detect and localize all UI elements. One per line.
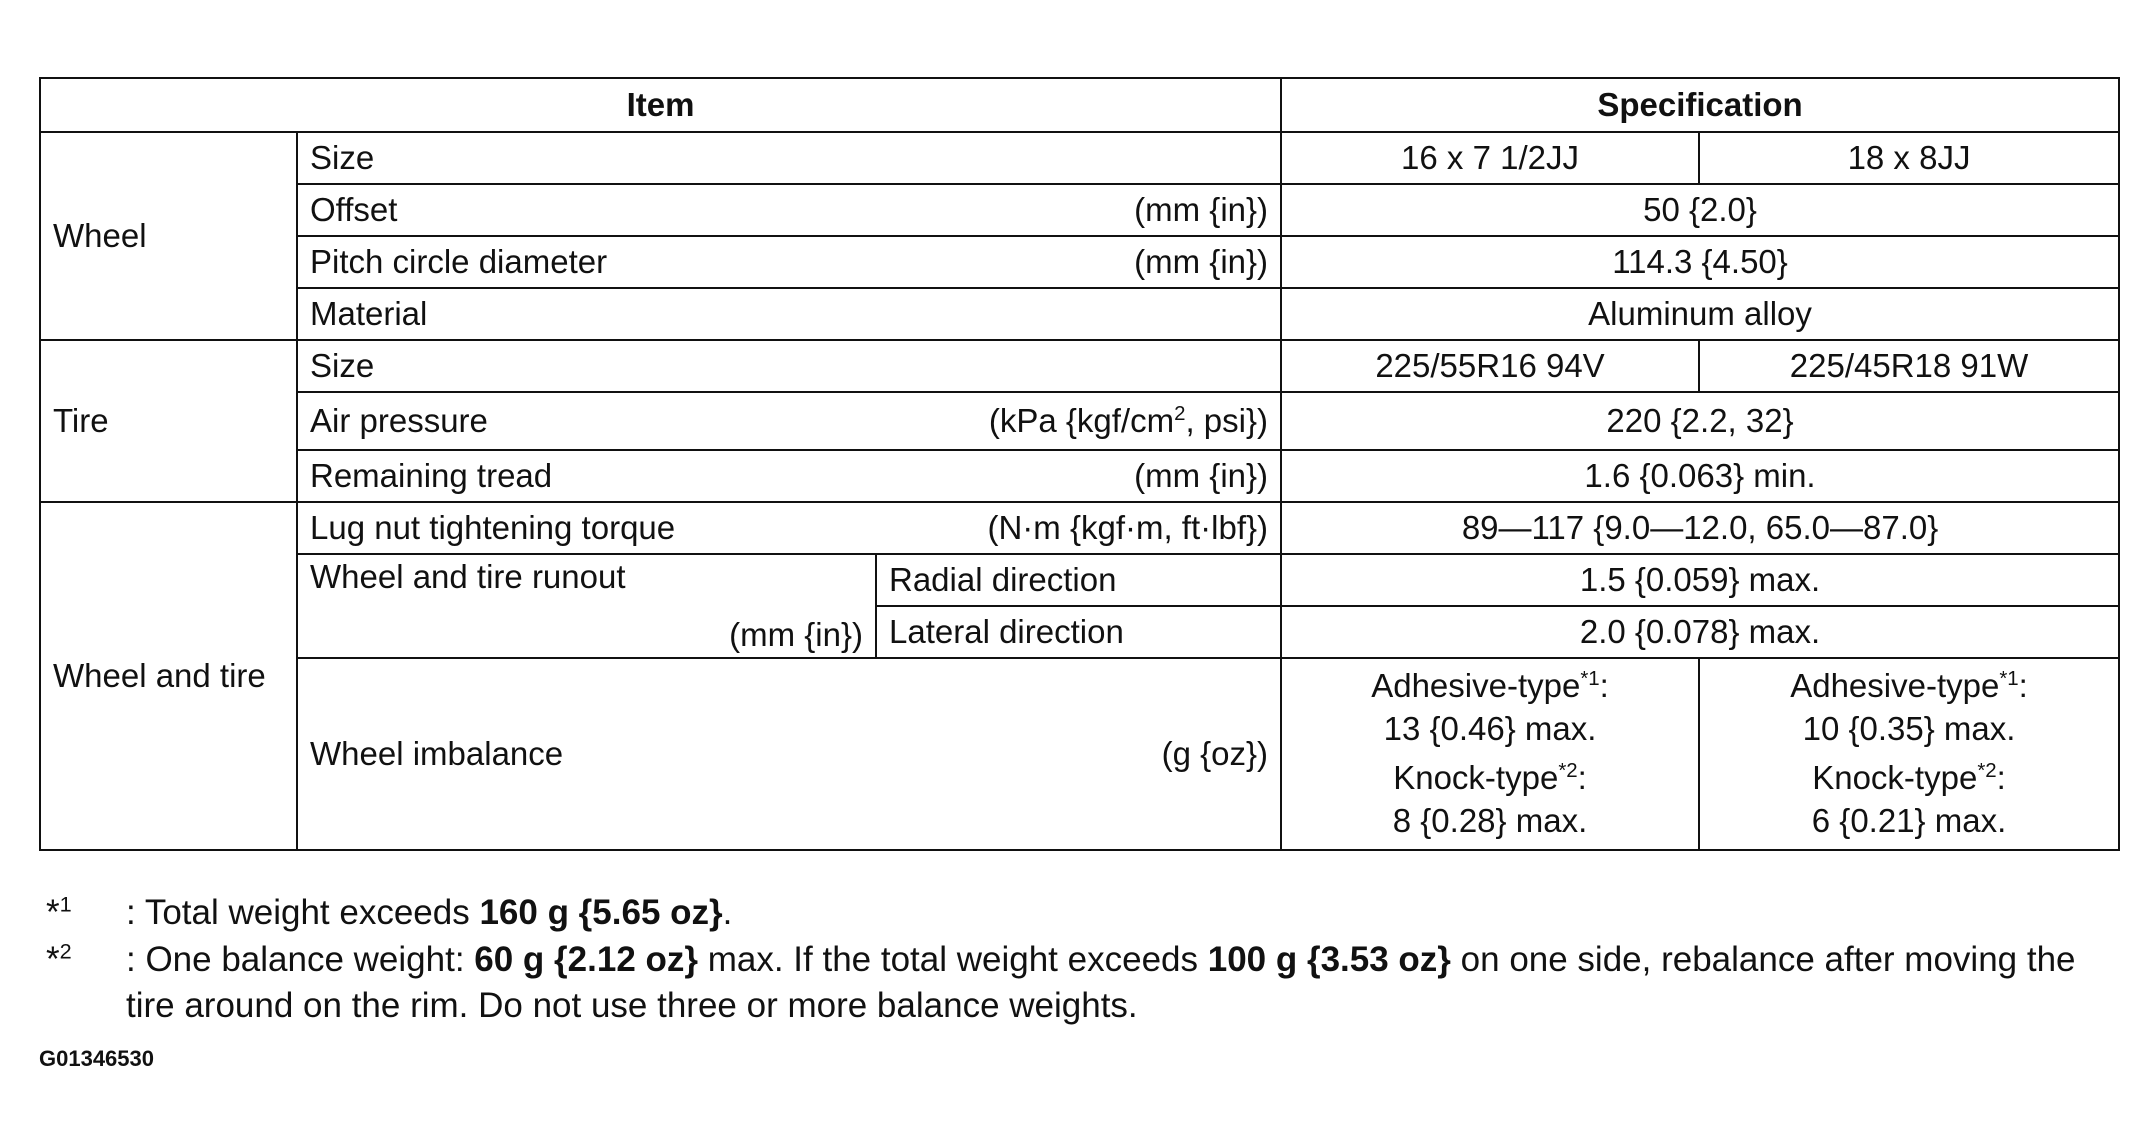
tread-label: Remaining tread [310, 457, 553, 494]
imbalance-spec-b [1699, 658, 2119, 850]
offset-label: Offset [310, 191, 398, 228]
tire-size-spec-a: 225/55R16 94V [1281, 340, 1699, 392]
tread-unit: (mm {in}) [1134, 457, 1269, 494]
lateral-direction-spec: 2.0 {0.078} max. [1281, 606, 2119, 658]
table-row [40, 450, 2119, 502]
pcd-item [297, 236, 1281, 288]
figure-id: G01346530 [39, 1046, 154, 1071]
imbalance-a-adhesive-value: 13 {0.46} max. [1383, 709, 1597, 747]
air-pressure-unit-post: , psi}) [1185, 402, 1269, 439]
material-label: Material [297, 288, 1281, 340]
runout-label: Wheel and tire runout [310, 558, 626, 595]
lateral-direction-label: Lateral direction [876, 606, 1281, 658]
pcd-spec: 114.3 {4.50} [1281, 236, 2119, 288]
imbalance-item [297, 658, 1281, 850]
tread-spec: 1.6 {0.063} min. [1281, 450, 2119, 502]
imbalance-a-knock-heading [1294, 757, 1686, 800]
imbalance-b-knock-mark: *2 [1977, 758, 1997, 782]
lug-nut-label: Lug nut tightening torque [310, 509, 676, 546]
table-row [40, 184, 2119, 236]
footnote-2-text-2: max. If the total weight exceeds [698, 939, 1208, 979]
table-row [40, 132, 2119, 184]
table-row [40, 288, 2119, 340]
imbalance-b-adhesive-suffix: : [2018, 667, 2028, 704]
wheel-size-spec-b: 18 x 8JJ [1699, 132, 2119, 184]
wheel-size-label: Size [297, 132, 1281, 184]
air-pressure-spec: 220 {2.2, 32} [1281, 392, 2119, 450]
pcd-unit: (mm {in}) [1134, 243, 1269, 280]
footnote-2-text [126, 937, 2106, 1030]
imbalance-a-adhesive-label: Adhesive-type [1371, 667, 1581, 704]
footnote-1 [46, 890, 2106, 937]
lug-nut-item [297, 502, 1281, 554]
imbalance-a-adhesive-heading [1294, 665, 1686, 708]
imbalance-b-knock-heading [1712, 757, 2106, 800]
imbalance-spec-a [1281, 658, 1699, 850]
imbalance-b-adhesive-value: 10 {0.35} max. [1802, 709, 2016, 747]
imbalance-a-knock-value: 8 {0.28} max. [1392, 801, 1588, 839]
offset-item [297, 184, 1281, 236]
imbalance-b-knock-label: Knock-type [1812, 758, 1978, 796]
footnote-2-text-1: : One balance weight: [126, 939, 475, 979]
footnote-1-end: . [722, 893, 733, 932]
group-wheel-and-tire: Wheel and tire [40, 502, 297, 850]
footnote-1-text [126, 890, 732, 937]
tire-size-label: Size [297, 340, 1281, 392]
footnote-2 [46, 937, 2106, 1030]
imbalance-a-knock-suffix: : [1577, 758, 1587, 796]
table-row [40, 236, 2119, 288]
imbalance-b-knock-suffix: : [1996, 758, 2006, 796]
radial-direction-label: Radial direction [876, 554, 1281, 606]
air-pressure-unit [989, 402, 1268, 440]
specification-table [39, 77, 2120, 851]
header-item: Item [40, 78, 1281, 132]
air-pressure-unit-pre: (kPa {kgf/cm [988, 402, 1175, 439]
wheel-size-spec-a: 16 x 7 1/2JJ [1281, 132, 1699, 184]
imbalance-unit: (g {oz}) [1161, 734, 1269, 772]
table-row [40, 502, 2119, 554]
imbalance-a-adhesive-mark: *1 [1580, 667, 1600, 690]
imbalance-a-adhesive-suffix: : [1599, 667, 1609, 704]
air-pressure-unit-sup: 2 [1174, 402, 1186, 425]
material-spec: Aluminum alloy [1281, 288, 2119, 340]
offset-spec: 50 {2.0} [1281, 184, 2119, 236]
imbalance-b-adhesive-label: Adhesive-type [1790, 667, 2000, 704]
imbalance-label: Wheel imbalance [310, 734, 564, 772]
imbalance-b-adhesive-mark: *1 [1999, 667, 2019, 690]
lug-nut-unit: (N·m {kgf·m, ft·lbf}) [987, 509, 1269, 546]
footnote-2-mark [46, 937, 126, 1030]
tread-item [297, 450, 1281, 502]
table-row [40, 554, 2119, 606]
table-row [40, 392, 2119, 450]
imbalance-b-knock-value: 6 {0.21} max. [1811, 801, 2007, 839]
footnote-2-bold-2: 100 g {3.53 oz} [1207, 939, 1451, 979]
footnote-1-number: 1 [59, 891, 72, 917]
runout-item [297, 554, 876, 658]
table-row [40, 658, 2119, 850]
footnote-1-text-start: : Total weight exceeds [126, 893, 480, 932]
table-row [40, 340, 2119, 392]
footnote-2-bold-1: 60 g {2.12 oz} [474, 939, 699, 979]
imbalance-a-knock-mark: *2 [1558, 758, 1578, 782]
footnote-1-mark [46, 890, 126, 937]
footnote-1-star: * [46, 893, 60, 932]
header-specification: Specification [1281, 78, 2119, 132]
group-tire: Tire [40, 340, 297, 502]
group-wheel: Wheel [40, 132, 297, 340]
tire-size-spec-b: 225/45R18 91W [1699, 340, 2119, 392]
footnotes [46, 890, 2106, 1030]
offset-unit: (mm {in}) [1134, 191, 1269, 228]
imbalance-b-adhesive-heading [1712, 665, 2106, 708]
footnote-2-text-3: on one side, rebalance after moving the tire around on the rim. Do not use three or more balance weights. [126, 939, 2076, 1026]
air-pressure-item [297, 392, 1281, 450]
footnote-1-bold: 160 g {5.65 oz} [479, 893, 723, 932]
table-header-row [40, 78, 2119, 132]
runout-unit: (mm {in}) [729, 616, 863, 653]
air-pressure-label: Air pressure [310, 402, 488, 439]
radial-direction-spec: 1.5 {0.059} max. [1281, 554, 2119, 606]
imbalance-a-knock-label: Knock-type [1393, 758, 1559, 796]
footnote-2-number: 2 [59, 937, 72, 963]
pcd-label: Pitch circle diameter [310, 243, 608, 280]
lug-nut-spec: 89—117 {9.0—12.0, 65.0—87.0} [1281, 502, 2119, 554]
footnote-2-star: * [46, 939, 60, 979]
